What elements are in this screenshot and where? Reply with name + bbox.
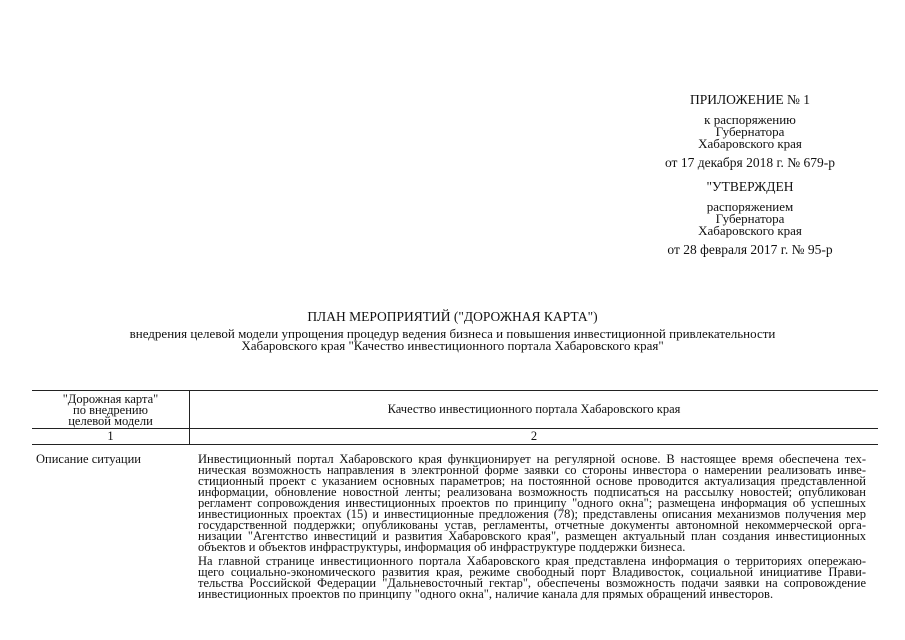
situation-paragraph-1 [198, 454, 866, 553]
appendix-title: ПРИЛОЖЕНИЕ № 1 [689, 92, 811, 107]
table-number-row [32, 429, 878, 445]
approved-block [645, 180, 855, 257]
approved-line: Губернатора [715, 211, 785, 226]
paragraph-line: тельства Российской Федерации "Дальневосточный гектар", обеспечены возможность подачи заявки на сопровождение [198, 578, 866, 589]
approved-date: от 28 февраля 2017 г. № 95-р [667, 242, 833, 257]
paragraph-line: инвестиционных проектов по принципу "одного окна", наличие канала для прямых обращений инвесторов. [198, 589, 774, 600]
approved-line: Хабаровского края [698, 223, 802, 238]
header-cell-roadmap [32, 391, 190, 429]
approved-line: распоряжением [706, 199, 794, 214]
paragraph-line: низации "Агентство инвестиций и развития Хабаровского края", размещен актуальный план создания инвестиционных [198, 531, 866, 542]
column-number-2: 2 [190, 429, 879, 445]
paragraph-line: государственной поддержки; опубликованы устав, регламенты, отчетные документы автономной некоммерческой орга- [198, 520, 866, 531]
appendix-line: Губернатора [715, 124, 785, 139]
appendix-line: Хабаровского края [698, 136, 802, 151]
paragraph-line: регламент сопровождения инвестиционных проектов по принципу "одного окна"; размещена информация об успешных [198, 498, 866, 509]
plan-title: ПЛАН МЕРОПРИЯТИЙ ("ДОРОЖНАЯ КАРТА") [307, 309, 598, 324]
header-left-line: по внедрению [73, 402, 148, 417]
row-label-situation: Описание ситуации [36, 452, 141, 466]
appendix-line: к распоряжению [704, 112, 796, 127]
paragraph-line: щего социально-экономического развития края, режиме свободный порт Владивосток, социальной инициативе Прави- [198, 567, 866, 578]
header-left-line: "Дорожная карта" [62, 391, 159, 406]
appendix-date: от 17 декабря 2018 г. № 679-р [664, 155, 836, 170]
paragraph-line: стиционный проект с указанием основных параметров; на постоянной основе проводится актуализация представленной [198, 476, 866, 487]
header-left-line: целевой модели [68, 413, 153, 428]
situation-paragraph-2 [198, 556, 866, 600]
plan-subtitle-line: Хабаровского края "Качество инвестиционного портала Хабаровского края" [241, 338, 664, 353]
plan-subtitle-line: внедрения целевой модели упрощения процедур ведения бизнеса и повышения инвестиционной привлекательности [129, 326, 776, 341]
header-cell-portal: Качество инвестиционного портала Хабаровского края [190, 391, 879, 429]
paragraph-line: объектов и объектов инфраструктуры, информация об инфраструктуре поддержки бизнеса. [198, 542, 686, 553]
table-header-row [32, 391, 878, 429]
plan-subtitle [40, 328, 865, 352]
paragraph-line: Инвестиционный портал Хабаровского края функционирует на регулярной основе. В настоящее время обеспечена тех- [198, 454, 866, 465]
paragraph-line: ническая возможность направления в электронной форме заявки со стороны инвестора о намерении реализовать инве- [198, 465, 866, 476]
column-number-1: 1 [32, 429, 190, 445]
approved-title: "УТВЕРЖДЕН [706, 179, 794, 194]
paragraph-line: На главной странице инвестиционного портала Хабаровского края представлена информация о территориях опережаю- [198, 556, 866, 567]
paragraph-line: инвестиционных проектах (15) и инвестиционные предложения (78); представлены описания механизмов получения мер [198, 509, 866, 520]
paragraph-line: информации, обновление новостной ленты; реализована возможность подписаться на рассылку новостей; опубликован [198, 487, 866, 498]
roadmap-table [32, 390, 878, 445]
appendix-block [645, 93, 855, 170]
